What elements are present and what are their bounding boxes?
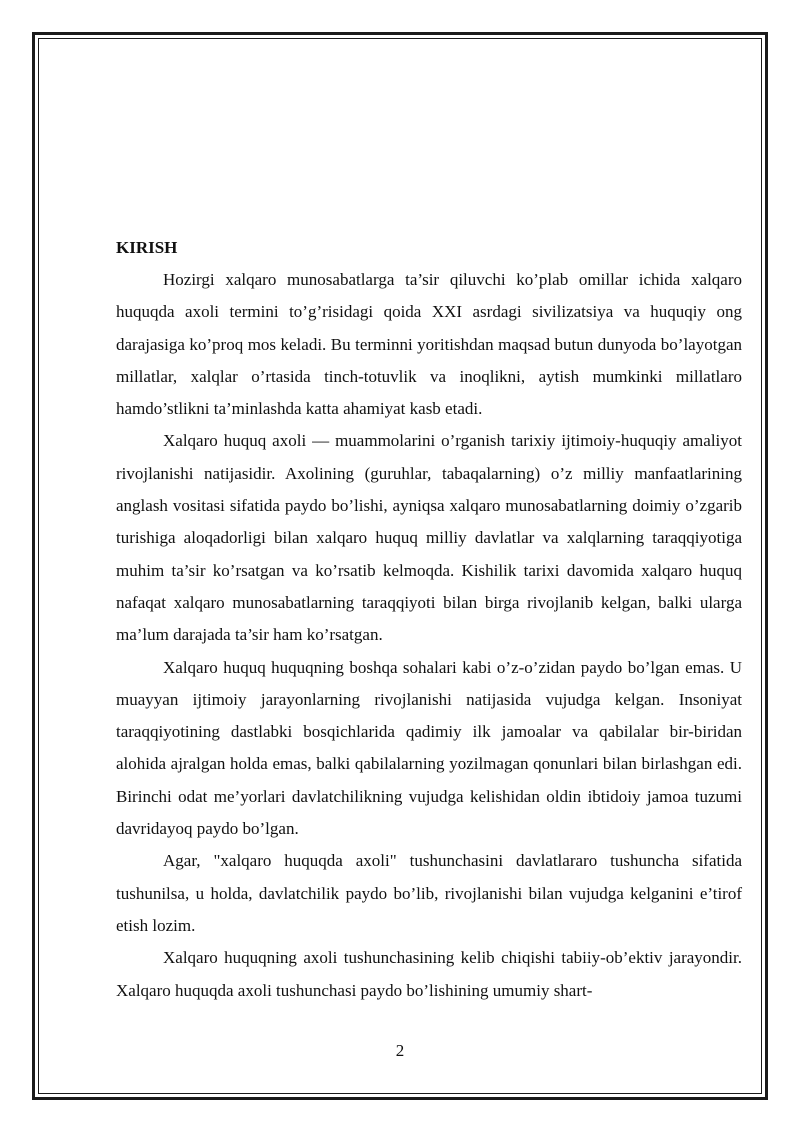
section-heading: KIRISH [116,238,178,257]
paragraph-3: Xalqaro huquq huquqning boshqa sohalari kabi o’z-o’zidan paydo bo’lgan emas. U muayyan ijtimoiy jarayonlarning rivojlanishi natijasida vujudga kelgan. Insoniyat taraqqiyotining dastlabki bosqichlarida qadimiy ilk jamoalar va qabilalar bir-biridan alohida ajralgan holda emas, balki qabilalarning yozilmagan qonunlari bilan birlashgan edi. Birinchi odat me’yorlari davlatchilikning vujudga kelishidan oldin ibtidoiy jamoa tuzumi davridayoq paydo bo’lgan. [116,657,742,839]
document-body [116,232,742,1007]
page-number: 2 [395,1041,405,1060]
paragraph-4: Agar, "xalqaro huquqda axoli" tushunchasini davlatlararo tushuncha sifatida tushunilsa, u holda, davlatchilik paydo bo’lib, rivojlanishi bilan vujudga kelganini e’tirof etish lozim. [116,851,742,935]
paragraph-5: Xalqaro huquqning axoli tushunchasining kelib chiqishi tabiiy-ob’ektiv jarayondir. Xalqaro huquqda axoli tushunchasi paydo bo’lishining umumiy shart- [116,948,742,1000]
paragraph-1: Hozirgi xalqaro munosabatlarga ta’sir qiluvchi ko’plab omillar ichida xalqaro huquqda axoli termini to’g’risidagi qoida XXI asrdagi sivilizatsiya va huquqiy ong darajasiga ko’proq mos keladi. Bu terminni yoritishdan maqsad butun dunyoda bo’layotgan millatlar, xalqlar o’rtasida tinch-totuvlik va inoqlikni, aytish mumkinki millatlaro hamdo’stlikni ta’minlashda katta ahamiyat kasb etadi. [116,270,742,419]
paragraph-2: Xalqaro huquq axoli — muammolarini o’rganish tarixiy ijtimoiy-huquqiy amaliyot rivojlanishi natijasidir. Axolining (guruhlar, tabaqalarning) o’z milliy manfaatlarining anglash vositasi sifatida paydo bo’lishi, ayniqsa xalqaro munosabatlarning doimiy o’zgarib turishiga aloqadorligi bilan xalqaro huquq milliy davlatlar va xalqlarning taraqqiyotiga muhim ta’sir ko’rsatgan va ko’rsatib kelmoqda. Kishilik tarixi davomida xalqaro huquq nafaqat xalqaro munosabatlarning taraqqiyoti bilan birga rivojlanib kelgan, balki ularga ma’lum darajada ta’sir ham ko’rsatgan. [116,431,742,645]
